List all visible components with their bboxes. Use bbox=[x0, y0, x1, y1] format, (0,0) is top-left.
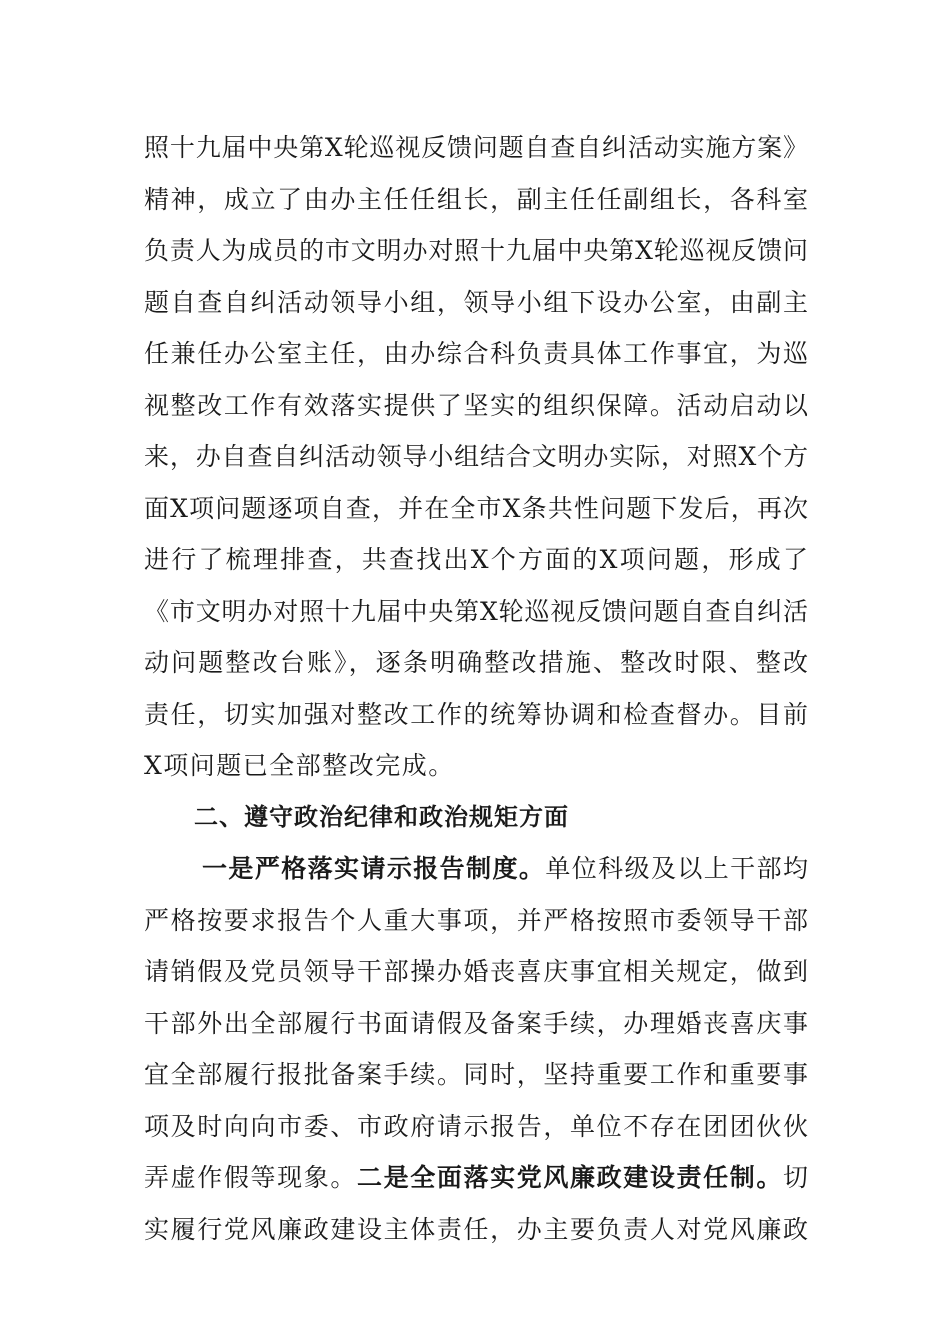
paragraph-line bbox=[144, 1152, 808, 1204]
paragraph-line: 精神，成立了由办主任任组长，副主任任副组长，各科室 bbox=[144, 184, 808, 214]
paragraph-text: 单位科级及以上干部均 bbox=[545, 854, 808, 883]
paragraph-line: 严格按要求报告个人重大事项，并严格按照市委领导干部 bbox=[144, 905, 808, 935]
paragraph-line bbox=[144, 843, 808, 895]
paragraph-line: X项问题已全部整改完成。 bbox=[144, 751, 455, 780]
paragraph-line: 任兼任办公室主任，由办综合科负责具体工作事宜，为巡 bbox=[144, 339, 808, 368]
bold-lead-phrase: 二是全面落实党风廉政建设责任制。 bbox=[357, 1163, 783, 1192]
paragraph-line: 照十九届中央第X轮巡视反馈问题自查自纠活动实施方案》 bbox=[144, 133, 808, 162]
paragraph-line: 实履行党风廉政建设主体责任，办主要负责人对党风廉政 bbox=[144, 1214, 808, 1244]
paragraph-line: 请销假及党员领导干部操办婚丧喜庆事宜相关规定，做到 bbox=[144, 957, 808, 986]
bold-lead-phrase: 一是严格落实请示报告制度。 bbox=[202, 854, 546, 883]
section-heading: 二、遵守政治纪律和政治规矩方面 bbox=[194, 802, 569, 831]
paragraph-text: 切 bbox=[782, 1163, 808, 1192]
paragraph-line: 责任，切实加强对整改工作的统筹协调和检查督办。目前 bbox=[144, 699, 808, 729]
paragraph-line: 题自查自纠活动领导小组，领导小组下设办公室，由副主 bbox=[144, 287, 808, 317]
paragraph-line: 宜全部履行报批备案手续。同时，坚持重要工作和重要事 bbox=[144, 1060, 808, 1089]
paragraph-line: 视整改工作有效落实提供了坚实的组织保障。活动启动以 bbox=[144, 390, 808, 420]
paragraph-line: 面X项问题逐项自查，并在全市X条共性问题下发后，再次 bbox=[144, 493, 808, 523]
paragraph-line: 《市文明办对照十九届中央第X轮巡视反馈问题自查自纠活 bbox=[144, 596, 808, 626]
paragraph-line: 来，办自查自纠活动领导小组结合文明办实际，对照X个方 bbox=[144, 442, 808, 471]
paragraph-line: 项及时向向市委、市政府请示报告，单位不存在团团伙伙 bbox=[144, 1111, 808, 1141]
paragraph-line: 干部外出全部履行书面请假及备案手续，办理婚丧喜庆事 bbox=[144, 1008, 808, 1038]
paragraph-line: 进行了梳理排查，共查找出X个方面的X项问题，形成了 bbox=[144, 545, 808, 574]
paragraph-line: 负责人为成员的市文明办对照十九届中央第X轮巡视反馈问 bbox=[144, 236, 808, 265]
paragraph-text: 弄虚作假等现象。 bbox=[144, 1163, 357, 1192]
document-body bbox=[144, 122, 808, 1255]
paragraph-line: 动问题整改台账》，逐条明确整改措施、整改时限、整改 bbox=[144, 648, 808, 677]
